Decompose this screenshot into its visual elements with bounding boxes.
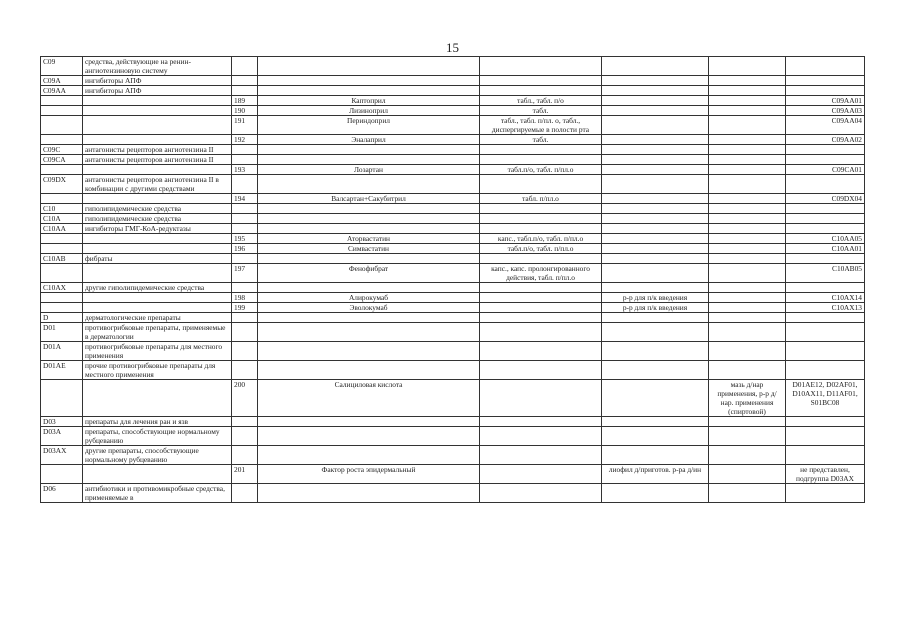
drug-name [258, 224, 480, 234]
atc-group-code: C09AA [41, 86, 83, 96]
atc-code [786, 417, 865, 427]
table-row [41, 175, 865, 194]
dosage-form [480, 417, 602, 427]
dosage-form-external [709, 323, 786, 342]
atc-code: C10AX14 [786, 293, 865, 303]
dosage-form [480, 145, 602, 155]
table-row [41, 106, 865, 116]
group-description: антагонисты рецепторов ангиотензина II [83, 145, 232, 155]
dosage-form-injection: р-р для п/к введения [602, 303, 709, 313]
dosage-form-injection [602, 446, 709, 465]
group-description [83, 135, 232, 145]
drug-name [258, 214, 480, 224]
dosage-form-injection [602, 175, 709, 194]
atc-group-code [41, 96, 83, 106]
item-number: 199 [232, 303, 258, 313]
table-row [41, 57, 865, 76]
atc-group-code: C10A [41, 214, 83, 224]
dosage-form-injection [602, 135, 709, 145]
dosage-form-external [709, 264, 786, 283]
atc-code [786, 323, 865, 342]
dosage-form-injection [602, 224, 709, 234]
drug-name [258, 204, 480, 214]
table-row [41, 417, 865, 427]
table-row [41, 224, 865, 234]
dosage-form [480, 76, 602, 86]
dosage-form: табл.п/о, табл. п/пл.о [480, 165, 602, 175]
table-row [41, 76, 865, 86]
dosage-form-injection [602, 106, 709, 116]
dosage-form-injection [602, 244, 709, 254]
dosage-form [480, 342, 602, 361]
atc-group-code: C09DX [41, 175, 83, 194]
atc-group-code [41, 465, 83, 484]
dosage-form-injection [602, 417, 709, 427]
atc-group-code: C10AB [41, 254, 83, 264]
dosage-form [480, 380, 602, 417]
table-row [41, 380, 865, 417]
atc-group-code: D01AE [41, 361, 83, 380]
group-description: препараты для лечения ран и язв [83, 417, 232, 427]
dosage-form-injection [602, 86, 709, 96]
dosage-form [480, 323, 602, 342]
table-row [41, 155, 865, 165]
group-description [83, 380, 232, 417]
group-description [83, 165, 232, 175]
drug-name [258, 86, 480, 96]
item-number [232, 155, 258, 165]
dosage-form-external [709, 86, 786, 96]
atc-group-code [41, 135, 83, 145]
atc-group-code: D01A [41, 342, 83, 361]
dosage-form [480, 175, 602, 194]
table-row [41, 323, 865, 342]
table-row [41, 234, 865, 244]
dosage-form [480, 465, 602, 484]
dosage-form-external [709, 342, 786, 361]
item-number [232, 204, 258, 214]
dosage-form [480, 224, 602, 234]
atc-group-code: C10 [41, 204, 83, 214]
dosage-form-injection [602, 342, 709, 361]
item-number: 198 [232, 293, 258, 303]
atc-code: D01AE12, D02AF01, D10AX11, D11AF01, S01BC08 [786, 380, 865, 417]
dosage-form-injection [602, 283, 709, 293]
atc-group-code [41, 244, 83, 254]
group-description [83, 116, 232, 135]
atc-code [786, 224, 865, 234]
group-description: ингибиторы АПФ [83, 86, 232, 96]
dosage-form-external [709, 465, 786, 484]
atc-code [786, 446, 865, 465]
group-description: противогрибковые препараты, применяемые в дерматологии [83, 323, 232, 342]
dosage-form [480, 293, 602, 303]
drug-name [258, 254, 480, 264]
dosage-form-injection [602, 323, 709, 342]
atc-code [786, 214, 865, 224]
drug-name: Лозартан [258, 165, 480, 175]
table-body [41, 57, 865, 503]
atc-code: C10AX13 [786, 303, 865, 313]
item-number [232, 417, 258, 427]
atc-group-code: D03 [41, 417, 83, 427]
atc-group-code [41, 106, 83, 116]
drug-name: Эволокумаб [258, 303, 480, 313]
dosage-form-injection [602, 214, 709, 224]
atc-code [786, 145, 865, 155]
table-row [41, 254, 865, 264]
drug-name: Симвастатин [258, 244, 480, 254]
dosage-form-external [709, 446, 786, 465]
dosage-form-external [709, 361, 786, 380]
dosage-form-external [709, 76, 786, 86]
atc-code: C09AA02 [786, 135, 865, 145]
item-number: 200 [232, 380, 258, 417]
dosage-form-external [709, 427, 786, 446]
table-row [41, 165, 865, 175]
atc-group-code: D03A [41, 427, 83, 446]
dosage-form-injection [602, 380, 709, 417]
drug-name [258, 76, 480, 86]
atc-group-code [41, 303, 83, 313]
dosage-form-injection [602, 484, 709, 503]
atc-group-code: D03AX [41, 446, 83, 465]
dosage-form-injection [602, 155, 709, 165]
drug-name [258, 323, 480, 342]
table-row [41, 283, 865, 293]
group-description: антагонисты рецепторов ангиотензина II [83, 155, 232, 165]
group-description [83, 96, 232, 106]
item-number [232, 57, 258, 76]
dosage-form-external [709, 175, 786, 194]
drug-name: Салициловая кислота [258, 380, 480, 417]
atc-code [786, 361, 865, 380]
dosage-form-external [709, 313, 786, 323]
atc-group-code [41, 380, 83, 417]
dosage-form [480, 204, 602, 214]
table-row [41, 446, 865, 465]
atc-group-code: D06 [41, 484, 83, 503]
group-description: антибиотики и противомикробные средства, применяемые в [83, 484, 232, 503]
dosage-form-external [709, 194, 786, 204]
drug-name: Фактор роста эпидермальный [258, 465, 480, 484]
dosage-form-injection [602, 254, 709, 264]
item-number: 191 [232, 116, 258, 135]
item-number [232, 342, 258, 361]
table-row [41, 361, 865, 380]
dosage-form-injection [602, 116, 709, 135]
dosage-form [480, 214, 602, 224]
dosage-form-external [709, 254, 786, 264]
atc-code: C09CA01 [786, 165, 865, 175]
item-number: 194 [232, 194, 258, 204]
group-description [83, 465, 232, 484]
item-number: 195 [232, 234, 258, 244]
drug-name [258, 427, 480, 446]
dosage-form: табл., табл. п/пл. о, табл., диспергируемые в полости рта [480, 116, 602, 135]
dosage-form-injection [602, 57, 709, 76]
dosage-form [480, 303, 602, 313]
table-row [41, 135, 865, 145]
table-row [41, 86, 865, 96]
atc-code [786, 76, 865, 86]
dosage-form [480, 254, 602, 264]
page-number: 15 [446, 40, 459, 55]
table-row [41, 427, 865, 446]
atc-code: C09AA03 [786, 106, 865, 116]
item-number [232, 175, 258, 194]
item-number [232, 427, 258, 446]
atc-code [786, 283, 865, 293]
dosage-form-external [709, 214, 786, 224]
table-row [41, 264, 865, 283]
atc-code [786, 57, 865, 76]
atc-group-code [41, 293, 83, 303]
atc-group-code: C10AA [41, 224, 83, 234]
dosage-form: капс., капс. пролонгированного действия, табл. п/пл.о [480, 264, 602, 283]
item-number [232, 484, 258, 503]
table-row [41, 342, 865, 361]
dosage-form-external [709, 116, 786, 135]
dosage-form-external [709, 135, 786, 145]
atc-code [786, 342, 865, 361]
drug-name [258, 145, 480, 155]
dosage-form: капс., табл.п/о, табл. п/пл.о [480, 234, 602, 244]
atc-group-code: C09C [41, 145, 83, 155]
dosage-form: табл. п/пл.о [480, 194, 602, 204]
table-row [41, 293, 865, 303]
item-number [232, 254, 258, 264]
dosage-form-external [709, 283, 786, 293]
atc-code: C10AA05 [786, 234, 865, 244]
item-number: 189 [232, 96, 258, 106]
drug-name [258, 283, 480, 293]
item-number [232, 361, 258, 380]
group-description: фибраты [83, 254, 232, 264]
dosage-form-external [709, 204, 786, 214]
group-description [83, 293, 232, 303]
group-description [83, 244, 232, 254]
dosage-form-injection [602, 194, 709, 204]
table-row [41, 303, 865, 313]
group-description: ингибиторы АПФ [83, 76, 232, 86]
atc-code [786, 155, 865, 165]
group-description [83, 106, 232, 116]
atc-code: C10AA01 [786, 244, 865, 254]
item-number: 192 [232, 135, 258, 145]
dosage-form [480, 86, 602, 96]
table-row [41, 204, 865, 214]
atc-group-code: C09 [41, 57, 83, 76]
item-number [232, 224, 258, 234]
drug-name [258, 484, 480, 503]
atc-code [786, 313, 865, 323]
item-number: 197 [232, 264, 258, 283]
dosage-form-external [709, 484, 786, 503]
atc-code [786, 254, 865, 264]
dosage-form-injection [602, 204, 709, 214]
item-number [232, 323, 258, 342]
dosage-form-injection [602, 234, 709, 244]
atc-group-code [41, 165, 83, 175]
atc-group-code [41, 264, 83, 283]
dosage-form-external [709, 165, 786, 175]
item-number [232, 76, 258, 86]
group-description: другие препараты, способствующие нормальному рубцеванию [83, 446, 232, 465]
atc-code: C09AA01 [786, 96, 865, 106]
group-description [83, 234, 232, 244]
atc-code [786, 427, 865, 446]
item-number [232, 446, 258, 465]
group-description: антагонисты рецепторов ангиотензина II в комбинации с другими средствами [83, 175, 232, 194]
dosage-form [480, 313, 602, 323]
drug-name [258, 57, 480, 76]
drug-name: Эналаприл [258, 135, 480, 145]
dosage-form-injection [602, 264, 709, 283]
group-description [83, 264, 232, 283]
atc-group-code [41, 194, 83, 204]
atc-code: C09AA04 [786, 116, 865, 135]
group-description: противогрибковые препараты для местного применения [83, 342, 232, 361]
item-number [232, 283, 258, 293]
dosage-form [480, 446, 602, 465]
dosage-form-injection [602, 145, 709, 155]
drug-name [258, 446, 480, 465]
atc-group-code [41, 234, 83, 244]
dosage-form-injection [602, 313, 709, 323]
atc-group-code [41, 116, 83, 135]
drug-name: Лизиноприл [258, 106, 480, 116]
dosage-form-injection [602, 96, 709, 106]
dosage-form-external [709, 417, 786, 427]
dosage-form: табл. [480, 106, 602, 116]
dosage-form: табл., табл. п/о [480, 96, 602, 106]
table-row [41, 244, 865, 254]
table-row [41, 214, 865, 224]
table-row [41, 313, 865, 323]
dosage-form [480, 155, 602, 165]
item-number [232, 86, 258, 96]
atc-group-code: D01 [41, 323, 83, 342]
dosage-form-injection: р-р для п/к введения [602, 293, 709, 303]
table-row [41, 145, 865, 155]
atc-group-code: C09A [41, 76, 83, 86]
group-description: дерматологические препараты [83, 313, 232, 323]
drug-name [258, 313, 480, 323]
table-row [41, 96, 865, 106]
dosage-form-injection [602, 165, 709, 175]
dosage-form: табл. [480, 135, 602, 145]
dosage-form-external [709, 303, 786, 313]
item-number [232, 313, 258, 323]
item-number [232, 214, 258, 224]
group-description: другие гиполипидемические средства [83, 283, 232, 293]
dosage-form-external [709, 155, 786, 165]
item-number: 196 [232, 244, 258, 254]
drug-name: Каптоприл [258, 96, 480, 106]
group-description: гиполипидемические средства [83, 204, 232, 214]
drug-name [258, 155, 480, 165]
table-row [41, 194, 865, 204]
drug-name [258, 342, 480, 361]
item-number [232, 145, 258, 155]
dosage-form [480, 283, 602, 293]
atc-code [786, 484, 865, 503]
group-description: средства, действующие на ренин-ангиотензиновую систему [83, 57, 232, 76]
item-number: 190 [232, 106, 258, 116]
table-row [41, 465, 865, 484]
group-description: прочие противогрибковые препараты для местного применения [83, 361, 232, 380]
drug-name: Аторвастатин [258, 234, 480, 244]
atc-code: C10AB05 [786, 264, 865, 283]
dosage-form: табл.п/о, табл. п/пл.о [480, 244, 602, 254]
atc-code: не представлен, подгруппа D03AX [786, 465, 865, 484]
dosage-form-injection [602, 76, 709, 86]
dosage-form [480, 484, 602, 503]
dosage-form [480, 361, 602, 380]
drug-name: Алирокумаб [258, 293, 480, 303]
dosage-form-injection [602, 361, 709, 380]
drug-name: Валсартан+Сакубитрил [258, 194, 480, 204]
group-description: ингибиторы ГМГ-КоА-редуктазы [83, 224, 232, 234]
group-description: гиполипидемические средства [83, 214, 232, 224]
atc-code: C09DX04 [786, 194, 865, 204]
dosage-form-external [709, 96, 786, 106]
atc-code [786, 86, 865, 96]
dosage-form-external [709, 57, 786, 76]
table-row [41, 484, 865, 503]
item-number: 193 [232, 165, 258, 175]
item-number: 201 [232, 465, 258, 484]
dosage-form-injection: лиофил д/приготов. р-ра д/ин [602, 465, 709, 484]
atc-code [786, 175, 865, 194]
dosage-form-external [709, 244, 786, 254]
dosage-form-external [709, 145, 786, 155]
dosage-form-external [709, 106, 786, 116]
drug-name: Фенофибрат [258, 264, 480, 283]
dosage-form-external [709, 293, 786, 303]
dosage-form-external [709, 234, 786, 244]
drug-name [258, 361, 480, 380]
group-description: препараты, способствующие нормальному рубцеванию [83, 427, 232, 446]
dosage-form-injection [602, 427, 709, 446]
group-description [83, 194, 232, 204]
table-row [41, 116, 865, 135]
atc-group-code: C10AX [41, 283, 83, 293]
atc-group-code: D [41, 313, 83, 323]
dosage-form-external: мазь д/нар применения, р-р д/нар. применения (спиртовой) [709, 380, 786, 417]
drug-name [258, 417, 480, 427]
dosage-form-external [709, 224, 786, 234]
drug-list-table [40, 56, 865, 503]
atc-group-code: C09CA [41, 155, 83, 165]
group-description [83, 303, 232, 313]
drug-name: Периндоприл [258, 116, 480, 135]
dosage-form [480, 57, 602, 76]
atc-code [786, 204, 865, 214]
dosage-form [480, 427, 602, 446]
drug-name [258, 175, 480, 194]
